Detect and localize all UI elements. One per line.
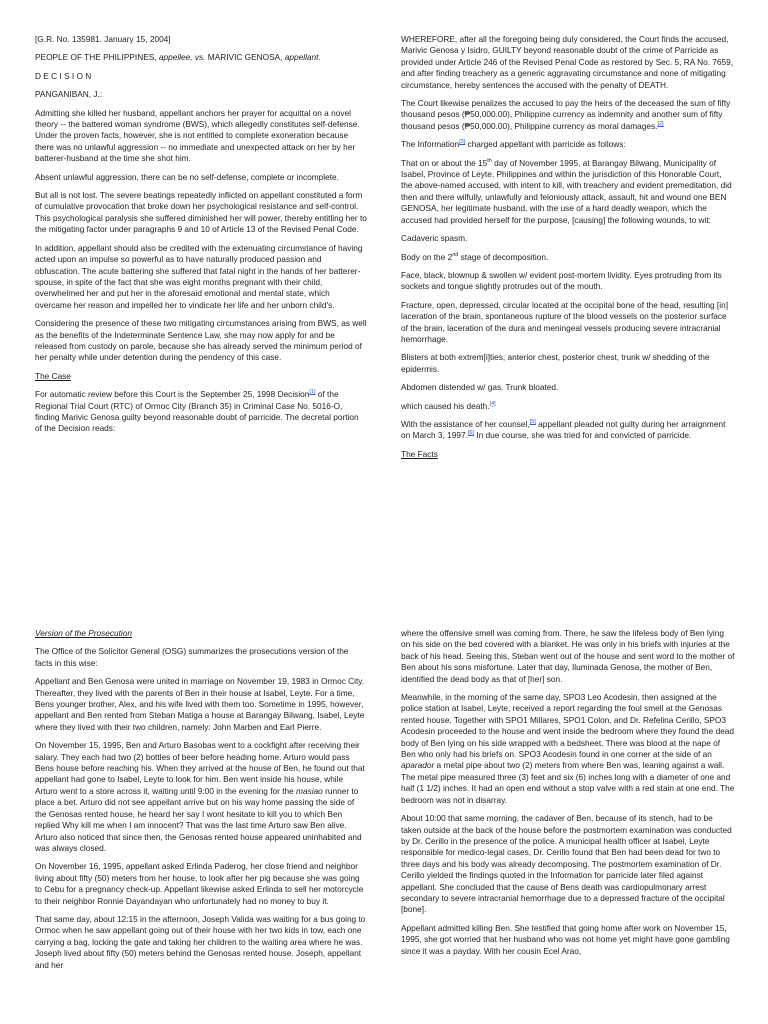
paragraph: where the offensive smell was coming from. There, he saw the lifeless body of Ben lying on his side on the bed covered with a blanket. He was only in his briefs with injuries at the back of his head. Seeing this, Steban went out of the house and sent word to the mother of Ben about his sons misfortune. Later that day, Iluminada Genosa, the mother of Ben, identified the dead body as that of [her] son.: [401, 628, 735, 684]
footnote-link[interactable]: [1]: [309, 389, 316, 396]
case-citation: [G.R. No. 135981. January 15, 2004]: [35, 34, 171, 44]
paragraph: [401, 158, 735, 226]
text-run: of the Regional Trial Court (RTC) of Ormoc City (Branch 35) in Criminal Case No. 5016-O, finding Marivic Genosa guilty beyond reasonable doubt of parricide. The decretal portion of the Decision reads:: [35, 389, 359, 434]
paragraph: The Office of the Solicitor General (OSG) summarizes the prosecutions version of the facts in this wise:: [35, 646, 349, 668]
paragraph: Absent unlawful aggression, there can be no self-defense, complete or incomplete.: [35, 171, 339, 182]
section-heading-the-case: The Case: [35, 370, 71, 381]
paragraph: Appellant admitted killing Ben. She testified that going home after work on November 15, 1995, she got worried that her husband who was not home yet might have gone gambling since it was a payday. With her cousin Ecel Arao,: [401, 922, 730, 956]
text-run: stage of decomposition.: [458, 251, 549, 262]
page1-left-column: [35, 34, 367, 442]
paragraph: But all is not lost. The severe beatings repeatedly inflicted on appellant constituted a form of cumulative provocation that broke down her psychological resistance and self-control. This psychological paralysis she suffered diminished her will power, thereby entitling her to the mitigating factor under paragraphs 9 and 10 of Article 13 of the Revised Penal Code.: [35, 190, 367, 235]
superscript: nd: [452, 251, 459, 258]
text-run: On November 15, 1995, Ben and Arturo Basobas went to a cockfight after receiving their salary. They each had two (2) bottles of beer before heading home. Arturo would pass Bens house before reaching his. When they arrived at the house of Ben, he found out that appellant had gone to Isabel, Leyte to look for him. Ben went inside his house, while Arturo went to a store across it, waiting until 9:00 in the evening for the: [35, 740, 365, 796]
paragraph: Considering the presence of these two mitigating circumstances arising from BWS, as well as the benefits of the Indeterminate Sentence Law, she may now apply for and be released from custody on parole, because she has already served the minimum period of her penalty while under detention during the pendency of this case.: [35, 318, 367, 363]
paragraph: [401, 139, 735, 150]
paragraph: Appellant and Ben Genosa were united in marriage on November 19, 1983 in Ormoc City. Thereafter, they lived with the parents of Ben in their house at Isabel, Leyte. For a time, Bens younger brother, Alex, and his wife lived with them too. Sometime in 1995, however, appellant and Ben rented from Steban Matiga a house at Barangay Bilwang, Isabel, Leyte where they lived with their two children, namely: John Marben and Earl Pierre.: [35, 676, 365, 732]
footnote-link[interactable]: [2]: [657, 120, 664, 127]
page2-left-column: [35, 628, 367, 978]
text-run: Body on the 2: [401, 251, 453, 262]
paragraph: Face, black, blownup & swollen w/ evident post-mortem lividity. Eyes protruding from its sockets and tongue slightly protrudes out of the mouth.: [401, 269, 722, 292]
text-run: which caused his death.: [401, 400, 490, 411]
text-run: That on or about the 15: [401, 157, 488, 168]
paragraph: About 10:00 that same morning, the cadaver of Ben, because of its stench, had to be taken outside at the back of the house before the postmortem examination was conducted by Dr. Cerillo in the presence of the police. A municipal health officer at Isabel, Leyte responsible for medico-legal cases, Dr. Cerillo found that Ben had been dead for two to three days and his body was already decomposing. The postmortem examination of Dr. Cerillo yielded the findings quoted in the Information for parricide later filed against appellant. She concluded that the cause of Bens death was cardiopulmonary arrest secondary to severe intracranial hemorrhage due to a depressed fracture of the occipital [bone].: [401, 813, 732, 915]
superscript: th: [487, 157, 492, 164]
paragraph: Cadaveric spasm.: [401, 233, 468, 244]
text-run: charged appellant with parricide as follows:: [465, 139, 626, 150]
text-run: For automatic review before this Court is the September 25, 1998 Decision: [35, 389, 310, 400]
text-run: appellant pleaded not guilty during her arraignment on March 3, 1997.: [401, 418, 726, 441]
footnote-link[interactable]: [6]: [467, 430, 475, 437]
text-run: runner to place a bet. Arturo did not see appellant arrive but on his way home passing the side of the Genosas rented house, he heard her say I wont hesitate to kill you to which Ben replied Why kill me when I am innocent? That was the last time Arturo saw Ben alive. Arturo also noticed that since then, the Genosas rented house appeared uninhabited and was always closed.: [35, 785, 362, 853]
decision-heading: D E C I S I O N: [35, 70, 92, 81]
text-run: day of November 1995, at Barangay Bilwang, Municipality of Isabel, Province of Leyte, Philippines and within the jurisdiction of this Honorable Court, the above-named accused, with intent to kill, with treachery and evident premeditation, did then and there wilfully, unlawfully and feloniously attack, assault, hit and wound one BEN GENOSA, her legitimate husband, with the use of a hard deadly weapon, which the accused had provided herself for the purpose, [causing] the following wounds, to wit:: [401, 157, 732, 225]
case-title: [35, 52, 367, 63]
paragraph: [401, 252, 735, 263]
footnote-link[interactable]: [3]: [459, 139, 466, 146]
paragraph: Fracture, open, depressed, circular located at the occipital bone of the head, resulting [in] laceration of the brain, spontaneous rupture of the blood vessels on the posterior surface of the brain, laceration of the dura and meningeal vessels producing severe intracranial hemorrhage.: [401, 299, 728, 344]
paragraph: [35, 389, 367, 435]
page2-right-column: [401, 628, 735, 964]
page1-right-column: [401, 34, 735, 467]
ponente: PANGANIBAN, J.:: [35, 89, 103, 100]
paragraph: That same day, about 12:15 in the afternoon, Joseph Valida was waiting for a bus going to Ormoc when he saw appellant going out of their house with her two kids in tow, each one carrying a bag, locking the gate and taking her children to the waiting area where he was. Joseph lived about fifty (50) meters behind the Genosas rented house. Joseph, appellant and her: [35, 913, 366, 970]
paragraph: WHEREFORE, after all the foregoing being duly considered, the Court finds the accused, Marivic Genosa y Isidro, GUILTY beyond reasonable doubt of the crime of Parricide as provided under Article 246 of the Revised Penal Code as restored by Sec. 5, RA No. 7659, and after finding treachery as a generic aggravating circumstance and none of mitigating circumstance, hereby sentences the accused with the penalty of DEATH.: [401, 34, 734, 90]
text-run: Meanwhile, in the morning of the same day, SPO3 Leo Acodesin, then assigned at the police station at Isabel, Leyte, received a report regarding the foul smell at the Genosas rented house. Together with SPO1 Millares, SPO1 Colon, and Dr. Refelina Cerillo, SPO3 Acodesin proceeded to the house and went inside the bedroom where they found the dead body of Ben lying on his side wrapped with a bedsheet. There was blood at the nape of Ben who only had his briefs on. SPO3 Acodesin found in one corner at the side of an: [401, 692, 735, 760]
paragraph: [401, 98, 735, 132]
paragraph: [35, 740, 367, 854]
text-run: With the assistance of her counsel,: [401, 418, 530, 429]
paragraph: Admitting she killed her husband, appellant anchors her prayer for acquittal on a novel theory -- the battered woman syndrome (BWS), which allegedly constitutes self-defense. Under the proven facts, however, she is not entitled to complete exoneration because there was no unlawful aggression -- no immediate and unexpected attack on her by her batterer-husband at the time she shot him.: [35, 107, 360, 164]
text-run: The Information: [401, 139, 460, 150]
italic-term: aparador: [401, 760, 435, 771]
case-title-text: PEOPLE OF THE PHILIPPINES, appellee, vs. MARIVIC GENOSA, appellant.: [35, 52, 321, 63]
paragraph: In addition, appellant should also be credited with the extenuating circumstance of having acted upon an impulse so powerful as to have naturally produced passion and obfuscation. The acute battering she suffered that fatal night in the hands of her batterer-spouse, in spite of the fact that she was eight months pregnant with their child, overwhelmed her and put her in the aforesaid emotional and mental state, which overcame her reason and impelled her to vindicate her life and her unborn child's.: [35, 242, 363, 310]
text-run: a metal pipe about two (2) meters from where Ben was, leaning against a wall. The metal pipe measured three (3) feet and six (6) inches long with a diameter of one and half (1 1/2) inches. It had an open end without a stop valve with a red stain at one end. The bedroom was not in disarray.: [401, 760, 735, 805]
footnote-link[interactable]: [5]: [529, 418, 536, 425]
section-heading-the-facts: The Facts: [401, 448, 438, 459]
italic-term: masiao: [296, 785, 323, 796]
text-run: In due course, she was tried for and convicted of parricide.: [474, 430, 692, 441]
paragraph: [401, 401, 735, 412]
paragraph: Abdomen distended w/ gas. Trunk bloated.: [401, 382, 559, 393]
footnote-link[interactable]: [4]: [489, 400, 496, 407]
paragraph: On November 16, 1995, appellant asked Erlinda Paderog, her close friend and neighbor living about fifty (50) meters from her house, to look after her pig because she was going to Cebu for a pregnancy check-up. Appellant likewise asked Erlinda to sell her motorcycle to their neighbor Ronnie Dayandayan who unfortunately had no money to buy it.: [35, 861, 364, 906]
paragraph: Blisters at both extrem[i]ties, anterior chest, posterior chest, trunk w/ shedding of the epidermis.: [401, 352, 710, 374]
paragraph: [401, 419, 735, 442]
text-run: The Court likewise penalizes the accused to pay the heirs of the deceased the sum of fifty thousand pesos (₱50,000.00), Philippine currency as indemnity and another sum of fifty thousand pesos (₱50,000.00), Philippine currency as moral damages.: [401, 98, 731, 131]
paragraph: [401, 692, 735, 806]
section-heading-prosecution: Version of the Prosecution: [35, 628, 133, 638]
